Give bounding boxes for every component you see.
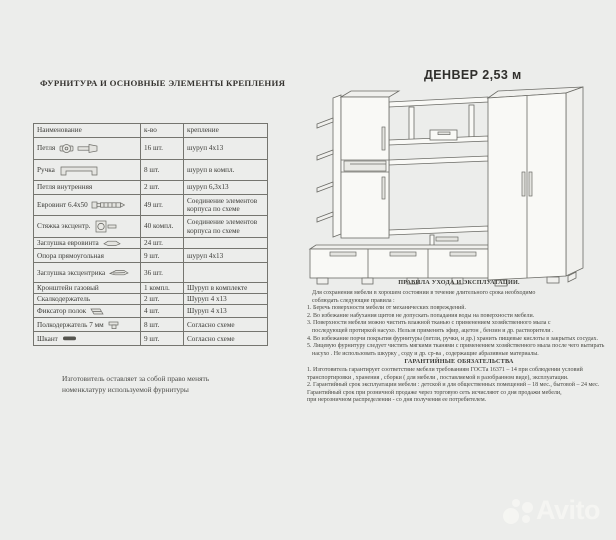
item-name: Стяжка эксцентр. xyxy=(37,222,91,231)
item-mount: шуруп 6,3х13 xyxy=(184,181,268,195)
table-row xyxy=(34,305,268,318)
hardware-table xyxy=(33,123,268,346)
item-qty: 16 шт. xyxy=(141,138,184,160)
product-title: ДЕНВЕР 2,53 м xyxy=(424,68,522,82)
item-qty: 9 шт. xyxy=(141,332,184,346)
item-mount xyxy=(184,263,268,283)
avito-watermark xyxy=(503,495,615,538)
table-header-row xyxy=(34,124,268,138)
item-mount: Шуруп 4 х13 xyxy=(184,305,268,318)
item-name: Заглушка эксцентрика xyxy=(37,268,106,277)
warranty-heading: ГАРАНТИЙНЫЕ ОБЯЗАТЕЛЬСТВА xyxy=(404,358,514,365)
item-mount xyxy=(184,238,268,249)
table-row xyxy=(34,294,268,305)
col-header-mount: крепление xyxy=(184,124,268,138)
item-name: Кронштейн газовый xyxy=(37,284,99,293)
item-qty: 40 компл. xyxy=(141,216,184,238)
item-qty: 36 шт. xyxy=(141,263,184,283)
item-qty: 2 шт. xyxy=(141,181,184,195)
item-mount: шуруп 4х13 xyxy=(184,138,268,160)
table-row xyxy=(34,283,268,294)
item-name: Опора прямоугольная xyxy=(37,251,104,260)
item-name: Петля xyxy=(37,144,56,153)
care-line: 1. Беречь поверхности мебели от механических повреждений. xyxy=(307,305,466,312)
euroscrew-cap-icon xyxy=(102,239,122,247)
furniture-drawing xyxy=(305,82,605,288)
care-line: 3. Поверхности мебели можно чистить влажной тканью с применением хозяйственного мыла с xyxy=(307,320,551,327)
eccentric-tie-icon xyxy=(93,219,119,235)
warranty-text xyxy=(307,367,615,405)
handle-icon xyxy=(58,164,100,176)
item-name: Полкодержатель 7 мм xyxy=(37,320,104,329)
item-name: Скалкодержатель xyxy=(37,295,91,304)
item-mount: Шуруп 4 х13 xyxy=(184,294,268,305)
care-line: насухо . Не использовать шкурку , соду и др. ср-ва , содержащие абразивные материалы. xyxy=(312,350,539,357)
item-qty: 8 шт. xyxy=(141,160,184,181)
item-name: Евровинт 6.4х50 xyxy=(37,200,88,209)
item-qty: 9 шт. xyxy=(141,249,184,263)
table-row xyxy=(34,249,268,263)
table-row xyxy=(34,195,268,216)
care-line: Для сохранения мебели в хорошем состоянии в течение длительного срока необходимо xyxy=(312,290,536,296)
col-header-name: Наименование xyxy=(34,124,141,138)
avito-logo-icon xyxy=(522,502,533,513)
avito-logo-icon xyxy=(503,508,519,524)
euroscrew-icon xyxy=(91,200,125,210)
note-line: номенклатуру используемой фурнитуры xyxy=(62,384,189,394)
item-qty: 2 шт. xyxy=(141,294,184,305)
care-line: 5. Лицевую фурнитуру следует чистить мягкими тканями с применением хозяйственного мыла после чего вытирать xyxy=(307,343,605,350)
care-line: последующей протиркой насухо. Нельзя применять эфир, ацетон , бензин и др. растворители . xyxy=(312,327,554,334)
table-row xyxy=(34,318,268,332)
warranty-line: транспортировки , хранения , сборки ( для мебели , поставляемой в разобранном виде), эксплуатации. xyxy=(307,374,569,381)
eccentric-cap-icon xyxy=(108,268,130,277)
item-mount: Соединение элементов корпуса по схеме xyxy=(184,216,268,238)
hinge-icon xyxy=(58,142,100,155)
care-line: 4. Во избежание порчи покрытия фурнитуры (петли, ручки, и др.) хранить пищевые кислоты в закрытых сосудах. xyxy=(307,335,598,342)
warranty-line: 2. Гарантийный срок эксплуатации мебели : детской и для общественных помещений – 18 мес., бытовой – 24 мес. xyxy=(307,382,600,389)
warranty-line: при нерозничном распределении - со дня получения ее потребителем. xyxy=(307,397,487,404)
avito-logo-icon xyxy=(522,515,530,523)
item-qty: 49 шт. xyxy=(141,195,184,216)
manufacturer-note xyxy=(62,374,209,395)
note-line: Изготовитель оставляет за собой право менять xyxy=(62,374,210,383)
shelf-pin-icon xyxy=(107,320,121,330)
table-row xyxy=(34,216,268,238)
hardware-title: ФУРНИТУРА И ОСНОВНЫЕ ЭЛЕМЕНТЫ КРЕПЛЕНИЯ xyxy=(40,78,286,88)
table-row xyxy=(34,238,268,249)
item-name: Петля внутренняя xyxy=(37,183,93,192)
item-mount: шуруп 4х13 xyxy=(184,249,268,263)
care-line: 2. Во избежание набухания щитов не допускать попадания воды на поверхности мебели. xyxy=(307,312,535,319)
avito-wordmark: Avito xyxy=(536,495,600,525)
table-row xyxy=(34,138,268,160)
care-line: соблюдать следующие правила : xyxy=(312,297,395,304)
care-rules-heading: ПРАВИЛА УХОДА И ЭКСПЛУАТАЦИИ. xyxy=(398,279,520,286)
shelf-lock-icon xyxy=(89,306,105,316)
avito-logo-icon xyxy=(512,499,520,507)
item-qty: 24 шт. xyxy=(141,238,184,249)
dowel-icon xyxy=(61,335,79,342)
table-row xyxy=(34,181,268,195)
item-qty: 4 шт. xyxy=(141,305,184,318)
item-mount: Согласно схеме xyxy=(184,332,268,346)
col-header-qty: к-во xyxy=(141,124,184,138)
item-qty: 8 шт. xyxy=(141,318,184,332)
table-row xyxy=(34,332,268,346)
table-row xyxy=(34,160,268,181)
item-mount: Согласно схеме xyxy=(184,318,268,332)
item-name: Заглушка евровинта xyxy=(37,239,99,247)
item-name: Фиксатор полок xyxy=(37,307,87,316)
item-name: Ручка xyxy=(37,165,55,174)
warranty-line: Гарантийный срок при розничной продаже через торговую сеть исчисляют со дня продажи мебели, xyxy=(307,389,562,396)
table-row xyxy=(34,263,268,283)
item-mount: Соединение элементов корпуса по схеме xyxy=(184,195,268,216)
item-qty: 1 компл. xyxy=(141,283,184,294)
item-name: Шкант xyxy=(37,334,58,343)
item-mount: Шуруп в комплекте xyxy=(184,283,268,294)
care-rules-text xyxy=(307,290,615,358)
item-mount: шуруп в компл. xyxy=(184,160,268,181)
warranty-line: 1. Изготовитель гарантирует соответствие мебели требованиям ГОСТа 16371 – 14 при соблюдении условий xyxy=(307,367,583,373)
